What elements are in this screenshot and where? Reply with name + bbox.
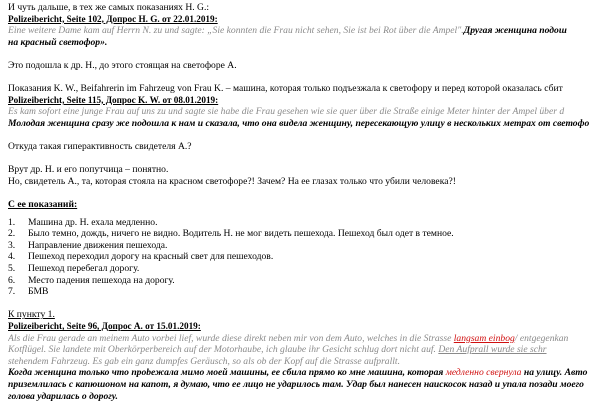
highlight-slowly-turned-de: langsam einbog — [453, 332, 515, 344]
list-item: 1. Машина др. Н. ехала медленно. — [8, 216, 158, 228]
police-report-ref-96: Polizeibericht, Seite 96, Допрос A. от 15.01.2019: — [8, 321, 201, 332]
underline-impact-de: Den Aufprall wurde sie schr — [438, 344, 547, 356]
list-item: 3. Направление движения пешехода. — [8, 239, 168, 251]
highlight-slowly-turned-ru: медленно свернула — [445, 367, 522, 379]
paragraph-approach: Это подошла к др. Н., до этого стоящая на светофоре А. — [8, 59, 237, 71]
russian-quote-3-line-3: голова ударилась о дорогу. — [8, 390, 118, 402]
german-quote-2: Es kam sofort eine junge Frau auf uns zu und sagte sie habe die Frau gesehen wie sie quer über die Straße einige Meter hinter der Ampel über d — [8, 106, 565, 118]
document-body — [8, 2, 600, 402]
list-item: 6. Место падения пешехода на дорогу. — [8, 274, 175, 286]
german-quote-1: Eine weitere Dame kam auf Herrn N. zu und sagte: „Sie konnten die Frau nicht sehen, Sie ist bei Rot über die Ampel". — [8, 25, 464, 37]
list-item: 7. БМВ — [8, 286, 49, 298]
paragraph-clear: Врут др. Н. и его попутчица – понятно. — [8, 164, 169, 176]
german-quote-3-line-3: stehendem Fahrzeug. Es gab ein ganz dumpfes Geräusch, so als ob der Kopf auf die Strasse aufprallt. — [8, 355, 400, 367]
russian-quote-2: Молодая женщина сразу же подошла к нам и сказала, что она видела женщину, пересекающую улицу в нескольких метрах от светофо — [8, 117, 590, 129]
russian-quote-3-line-1: Когда женщина только что проbежала мимо моей машины, ее сбила прямо ко мне машина, которая медленно свернула на улицу. Авто — [8, 367, 588, 379]
paragraph-kw: Показания K. W., Beifahrerin im Fahrzeug von Frau K. – машина, которая только подъезжала к светофору и перед которой оказалась сбит — [8, 83, 563, 95]
russian-quote-3-line-2: приземлилась с капюшоном на капот, я думаю, что ее лицо не ударилось там. Удар был нанесен наискосок назад и упала позади моего — [8, 379, 584, 390]
list-item: 2. Было темно, дождь, ничего не видно. Водитель Н. не мог видеть пешехода. Пешеход был одет в темное. — [8, 228, 454, 240]
police-report-ref-102: Polizeibericht, Seite 102, Допрос H. G. от 22.01.2019: — [8, 13, 218, 24]
list-item: 5. Пешеход перебегал дорогу. — [8, 263, 140, 275]
russian-quote-1a: Другая женщина подош — [463, 25, 567, 37]
russian-quote-1b: на красный светофор». — [8, 36, 108, 48]
heading-testimony: С ее показаний: — [8, 199, 78, 211]
list-item: 4. Пешеход переходил дорогу на красный свет для пешеходов. — [8, 251, 274, 263]
intro-line: И чуть дальше, в тех же самых показаниях H. G.: — [8, 2, 210, 13]
german-quote-3-line-1: Als die Frau gerade an meinem Auto vorbei lief, wurde diese direkt neben mir von dem Auto, welches in die Strasse langsam einbog/ entgegenkan — [8, 332, 569, 344]
question-hyperactivity: Откуда такая гиперактивность свидетеля А.? — [8, 141, 192, 153]
testimony-list — [8, 217, 600, 298]
quote-block-1 — [8, 25, 600, 37]
police-report-ref-115: Polizeibericht, Seite 115, Допрос K. W. от 08.01.2019: — [8, 94, 219, 105]
paragraph-but: Но, свидетель А., та, которая стояла на красном светофоре?! Зачем? На ее глазах только что убили человека?! — [8, 175, 456, 187]
german-quote-3-line-2: Kotflügel. Sie landete mit Oberkörperbereich auf der Motorhaube, ich glaube ihr Gesicht schlug dort nicht auf. Den Aufprall wurde sie schr — [8, 344, 547, 356]
point-1-heading: К пункту 1. — [8, 309, 55, 321]
